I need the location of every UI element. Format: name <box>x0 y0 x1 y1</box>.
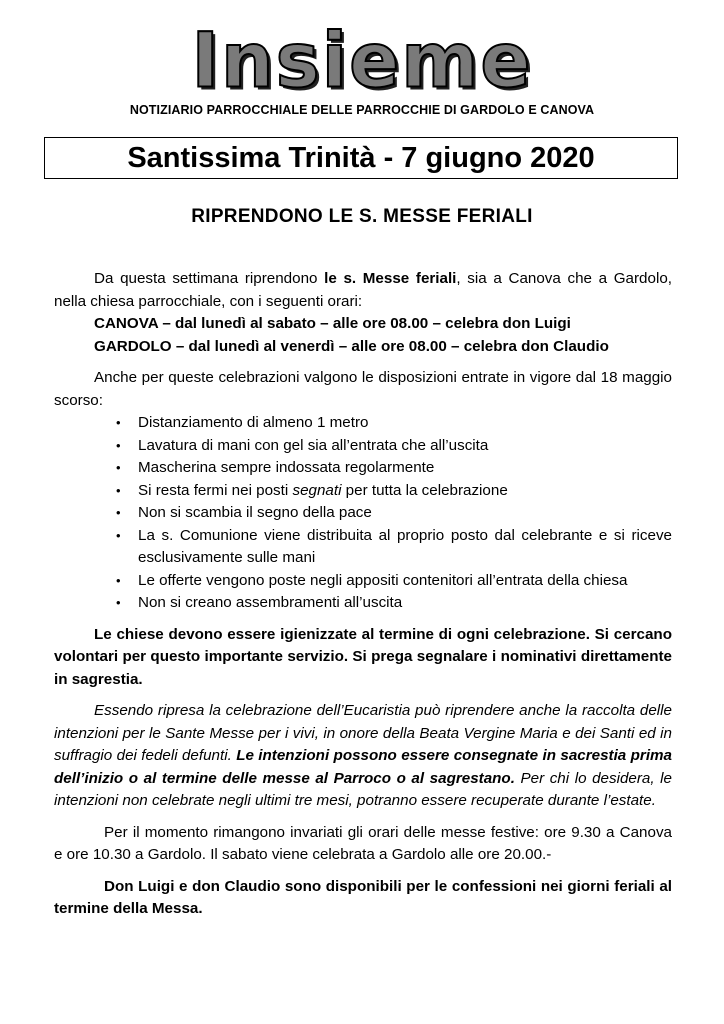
rule-text: La s. Comunione viene distribuita al proprio posto dal celebrante e si riceve esclusivamente sulle mani <box>138 526 672 566</box>
rule-text: Distanziamento di almeno 1 metro <box>138 414 369 431</box>
rule-text: Le offerte vengono poste negli appositi contenitori all’entrata della chiesa <box>138 571 628 589</box>
festive-times-paragraph: Per il momento rimangono invariati gli orari delle messe festive: ore 9.30 a Canova e ore 10.30 a Gardolo. Il sabato viene celebrata a Gardolo alle ore 20.00.- <box>54 823 672 863</box>
schedule-gardolo: GARDOLO – dal lunedì al venerdì – alle ore 08.00 – celebra don Claudio <box>94 337 609 355</box>
rule-text: Si resta fermi nei posti <box>138 481 293 499</box>
newsletter-logo: Insieme <box>191 17 533 105</box>
newsletter-subtitle: NOTIZIARIO PARROCCHIALE DELLE PARROCCHIE DI GARDOLO E CANOVA <box>129 103 595 117</box>
rule-text: per tutta la celebrazione <box>341 481 508 499</box>
cleaning-notice: Le chiese devono essere igienizzate al termine di ogni celebrazione. Si cercano volontari per questo importante servizio. Si prega segnalare i nominativi direttamente in sagrestia. <box>54 625 672 688</box>
bullet-icon: • <box>116 460 121 475</box>
intro-text-2: , sia a Canova che a Gardolo, nella chiesa parrocchiale, con i seguenti orari: <box>54 270 672 310</box>
rule-emphasis: segnati <box>292 481 342 499</box>
list-item <box>116 480 672 503</box>
bullet-icon: • <box>116 505 121 520</box>
weekday-schedule <box>94 313 672 358</box>
bullet-icon: • <box>116 415 121 430</box>
bullet-icon: • <box>116 482 121 498</box>
headline: RIPRENDONO LE S. MESSE FERIALI <box>191 206 533 227</box>
page-title: Santissima Trinità - 7 giugno 2020 <box>44 137 678 179</box>
list-item <box>116 502 672 525</box>
intro-bold: le s. Messe feriali <box>324 270 457 287</box>
intentions-text: Essendo ripresa la celebrazione dell’Eucaristia può riprendere anche la raccolta delle intenzioni per le Sante Messe per i vivi, in onore della Beata Vergine Maria e dei Santi ed in suffragio dei fedeli defunti. <box>54 702 672 764</box>
rule-text: Mascherina sempre indossata regolarmente <box>138 459 435 476</box>
rule-text: Non si scambia il segno della pace <box>138 504 372 521</box>
bullet-icon: • <box>116 572 121 588</box>
intentions-bold: Le intenzioni possono essere consegnate in sacrestia prima dell’inizio o al termine delle messe al Parroco o al sagrestano. <box>54 747 672 787</box>
intentions-paragraph <box>54 700 672 813</box>
schedule-canova: CANOVA – dal lunedì al sabato – alle ore 08.00 – celebra don Luigi <box>94 315 571 332</box>
bullet-icon: • <box>116 527 121 543</box>
intro-paragraph <box>54 268 672 313</box>
bullet-icon: • <box>116 437 121 453</box>
masthead <box>0 17 724 105</box>
rules-list <box>54 412 672 615</box>
intro-text-1: Da questa settimana riprendono <box>94 270 325 287</box>
list-item <box>116 592 672 615</box>
intentions-end: Per chi lo desidera, le intenzioni non celebrate negli ultimi tre mesi, potranno essere recuperate durante l’estate. <box>54 769 672 809</box>
list-item <box>116 525 672 570</box>
list-item <box>116 412 672 435</box>
rules-intro: Anche per queste celebrazioni valgono le disposizioni entrate in vigore dal 18 maggio scorso: <box>54 369 672 409</box>
rule-text: Non si creano assembramenti all’uscita <box>138 594 403 611</box>
bullet-icon: • <box>116 595 121 610</box>
list-item <box>116 457 672 480</box>
confessions-paragraph: Don Luigi e don Claudio sono disponibili per le confessioni nei giorni feriali al termine della Messa. <box>54 877 672 917</box>
article-body <box>54 268 672 921</box>
rule-text: Lavatura di mani con gel sia all’entrata che all’uscita <box>138 436 489 454</box>
list-item <box>116 570 672 593</box>
list-item <box>116 435 672 458</box>
